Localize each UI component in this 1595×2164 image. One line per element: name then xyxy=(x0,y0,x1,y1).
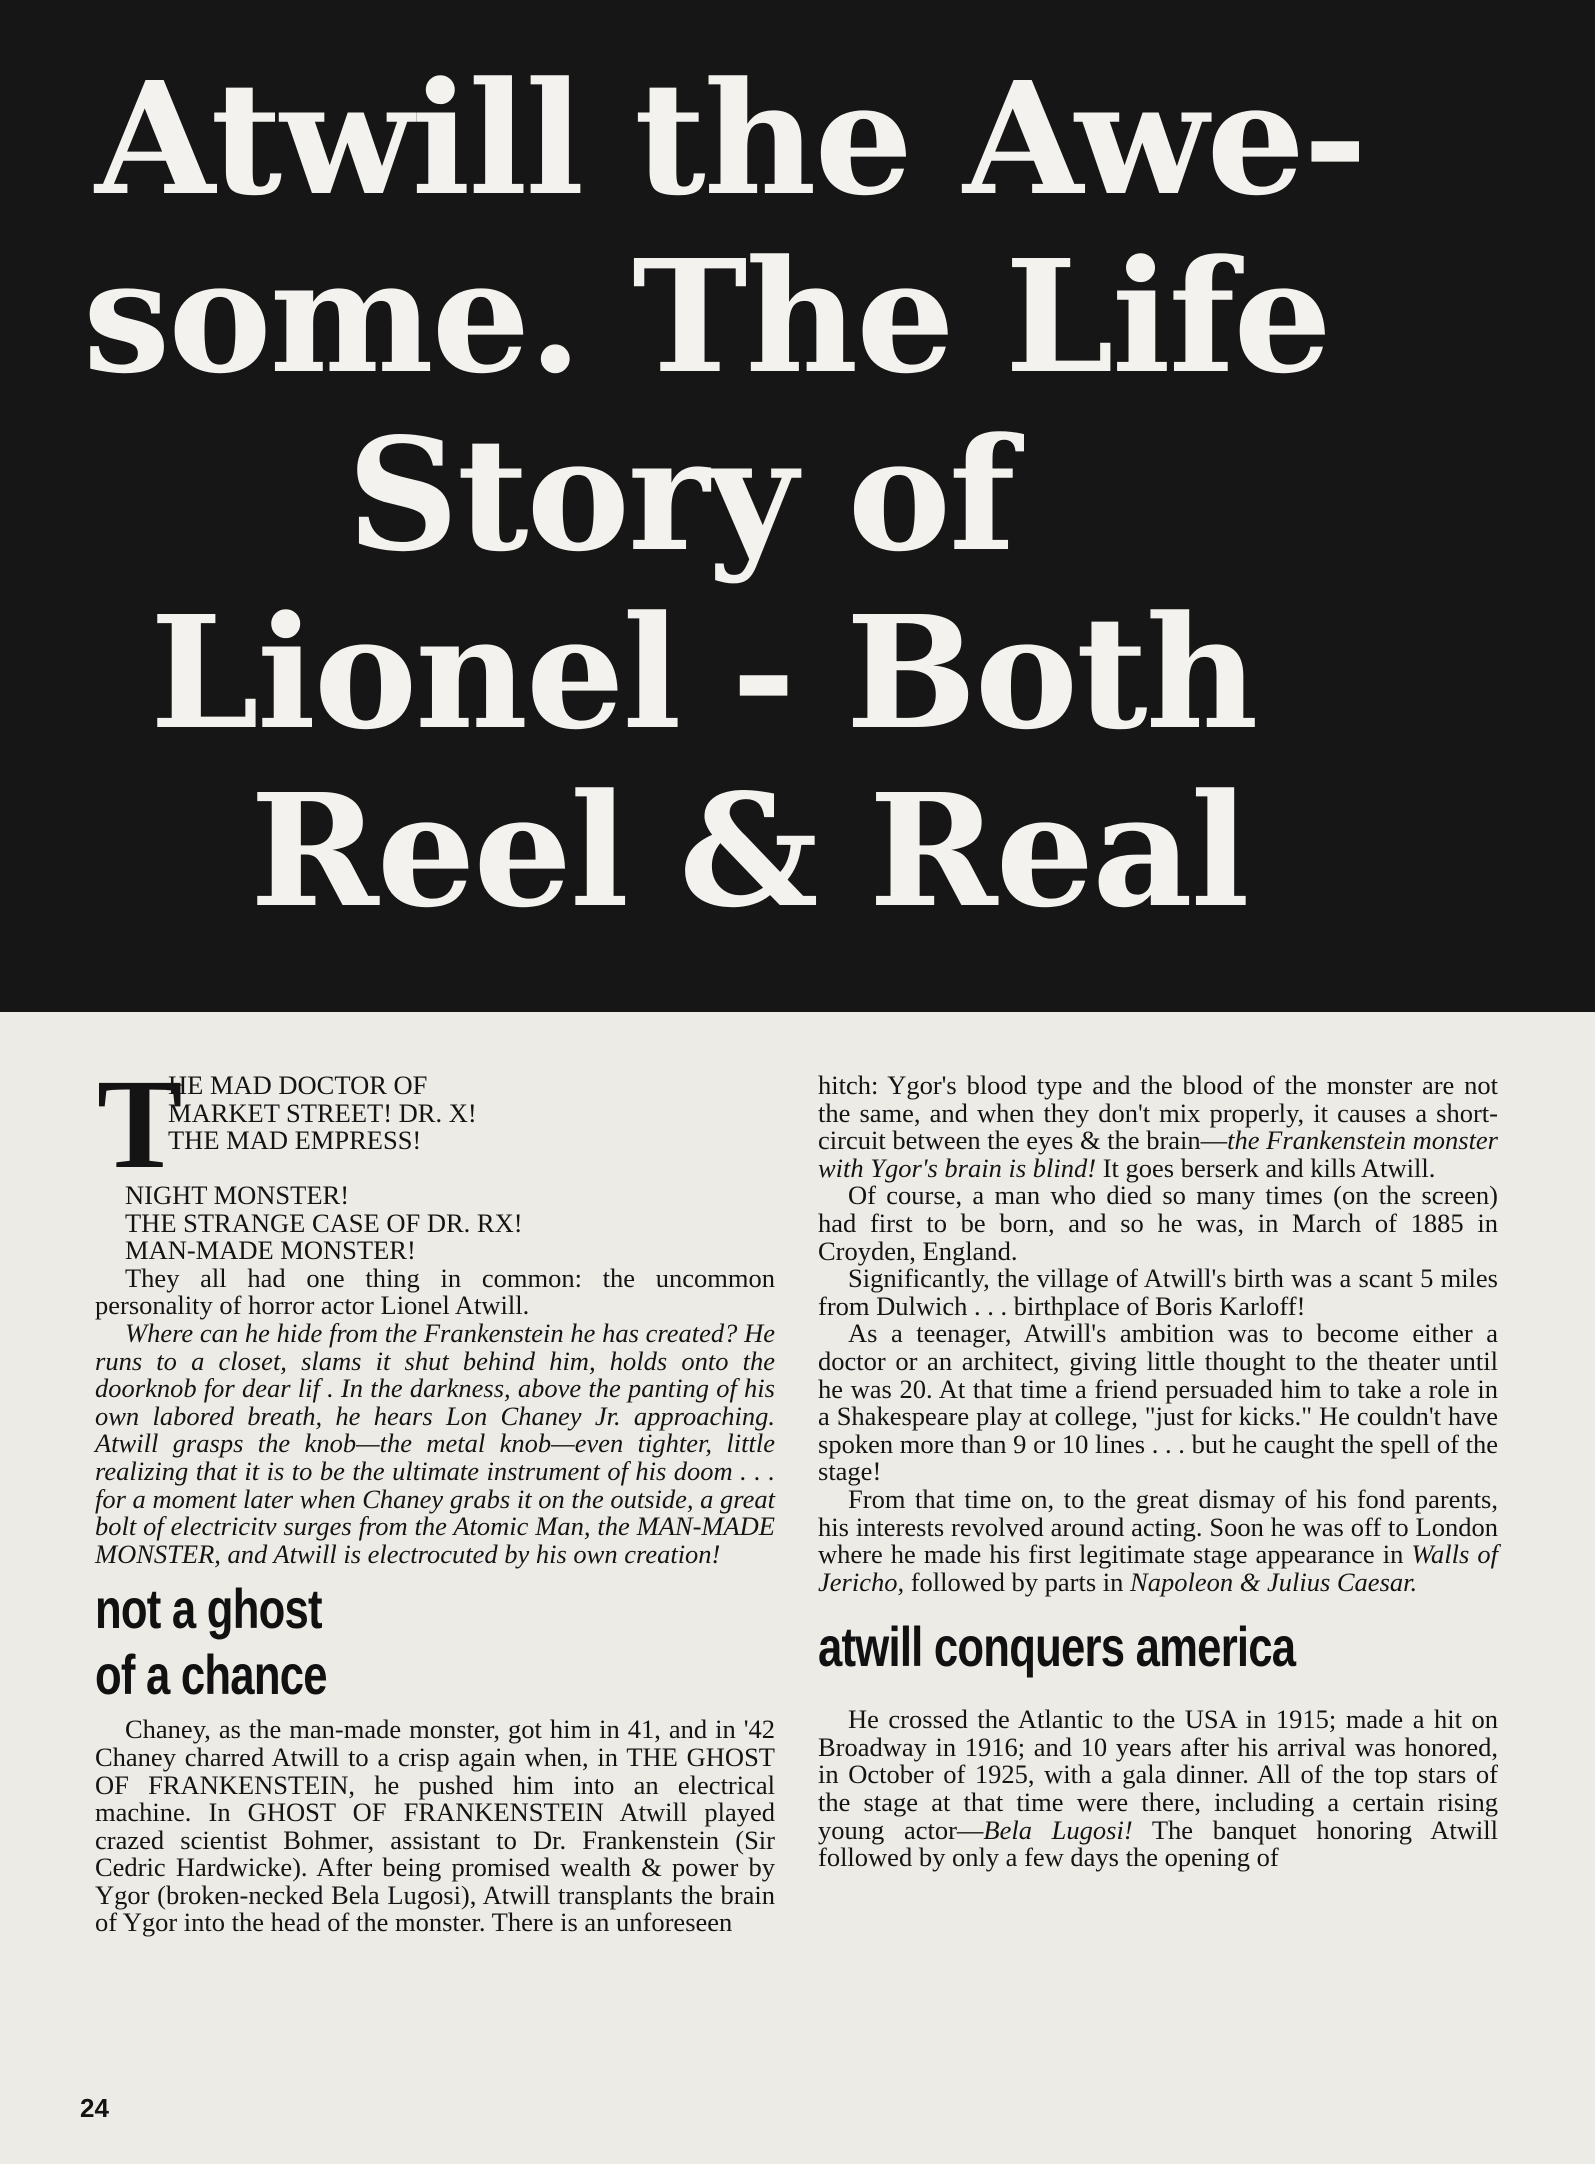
paragraph: Significantly, the village of Atwill's birth was a scant 5 miles from Dulwich . . . birthplace of Boris Karloff! xyxy=(818,1263,1498,1321)
lead-line-6: MAN-MADE MONSTER! xyxy=(125,1235,416,1266)
lead-line-4: NIGHT MONSTER! xyxy=(125,1180,350,1210)
title-line-3: Story of xyxy=(347,403,1014,586)
paragraph: Of course, a man who died so many times (on the screen) had first to be born, and so he was, in March of 1885 in Croyden, England. xyxy=(818,1180,1498,1266)
section-heading xyxy=(95,1576,775,1708)
lead-line-5: THE STRANGE CASE OF DR. RX! xyxy=(125,1207,523,1238)
title-line-5: Reel & Real xyxy=(250,759,1248,942)
italic-paragraph: Where can he hide from the Frankenstein he has created? He runs to a closet, slams it shut behind him, holds onto the doorknob for dear lif . In the darkness, above the panting of his own labored breath, he hears Lon Chaney Jr. approaching. Atwill grasps the knob—the metal knob—even tighter, little realizing that it is to be the ultimate instrument of his doom . . . for a moment later when Chaney grabs it on the outside, a great bolt of electricitv surges from the Atomic Man, the MAN-MADE MONSTER, and Atwill is electrocuted by his own creation! xyxy=(95,1317,775,1569)
section-heading-line-2: of a chance xyxy=(95,1643,327,1707)
paragraph: Chaney, as the man-made monster, got him in 41, and in '42 Chaney charred Atwill to a crisp again when, in THE GHOST OF FRANKENSTEIN, he pushed him into an electrical machine. In GHOST OF FRANKENSTEIN Atwill played crazed scientist Bohmer, assistant to Dr. Frankenstein (Sir Cedric Hardwicke). After being promised wealth & power by Ygor (broken-necked Bela Lugosi), Atwill transplants the brain of Ygor into the head of the monster. There is an unforeseen xyxy=(95,1714,775,1938)
title-banner xyxy=(0,0,1595,1012)
drop-cap: T xyxy=(97,1053,183,1195)
right-column xyxy=(818,1072,1498,1872)
paragraph: As a teenager, Atwill's ambition was to become either a doctor or an architect, giving little thought to the theater until he was 20. At that time a friend persuaded him to take a role in a Shakespeare play at college, "just for kicks." He couldn't have spoken more than 9 or 10 lines . . . but he caught the spell of the stage! xyxy=(818,1318,1498,1487)
lead-line-1: HE MAD DOCTOR OF xyxy=(168,1070,428,1100)
left-column xyxy=(95,1053,775,1938)
paragraph: They all had one thing in common: the uncommon personality of horror actor Lionel Atwill. xyxy=(95,1262,775,1321)
section-heading: atwill conquers america xyxy=(818,1615,1296,1679)
title-line-1: Atwill the Awe- xyxy=(95,47,1366,230)
paragraph: From that time on, to the great dismay of his fond parents, his interests revolved around acting. Soon he was off to London where he made his first legitimate stage appearance in Walls of Jericho, followed by parts in Napoleon & Julius Caesar. xyxy=(818,1483,1499,1597)
article-title xyxy=(83,47,1585,942)
title-line-4: Lionel - Both xyxy=(150,581,1257,764)
section-heading-line-1: not a ghost xyxy=(95,1577,322,1641)
page-number: 24 xyxy=(80,2093,109,2123)
paragraph: He crossed the Atlantic to the USA in 1915; made a hit on Broadway in 1916; and 10 years after his arrival was honored, in October of 1925, with a gala dinner. All of the top stars of the stage at that time were there, including a certain rising young actor—Bela Lugosi! The banquet honoring Atwill followed by only a few days the opening of xyxy=(818,1704,1498,1873)
lead-line-3: THE MAD EMPRESS! xyxy=(168,1125,422,1156)
title-line-2: some. The Life xyxy=(83,225,1330,408)
lead-line-2: MARKET STREET! DR. X! xyxy=(168,1097,477,1128)
paragraph: hitch: Ygor's blood type and the blood of the monster are not the same, and when they don't mix properly, it causes a short-circuit between the eyes & the brain—the Frankenstein monster with Ygor's brain is blind! It goes berserk and kills Atwill. xyxy=(818,1070,1498,1183)
